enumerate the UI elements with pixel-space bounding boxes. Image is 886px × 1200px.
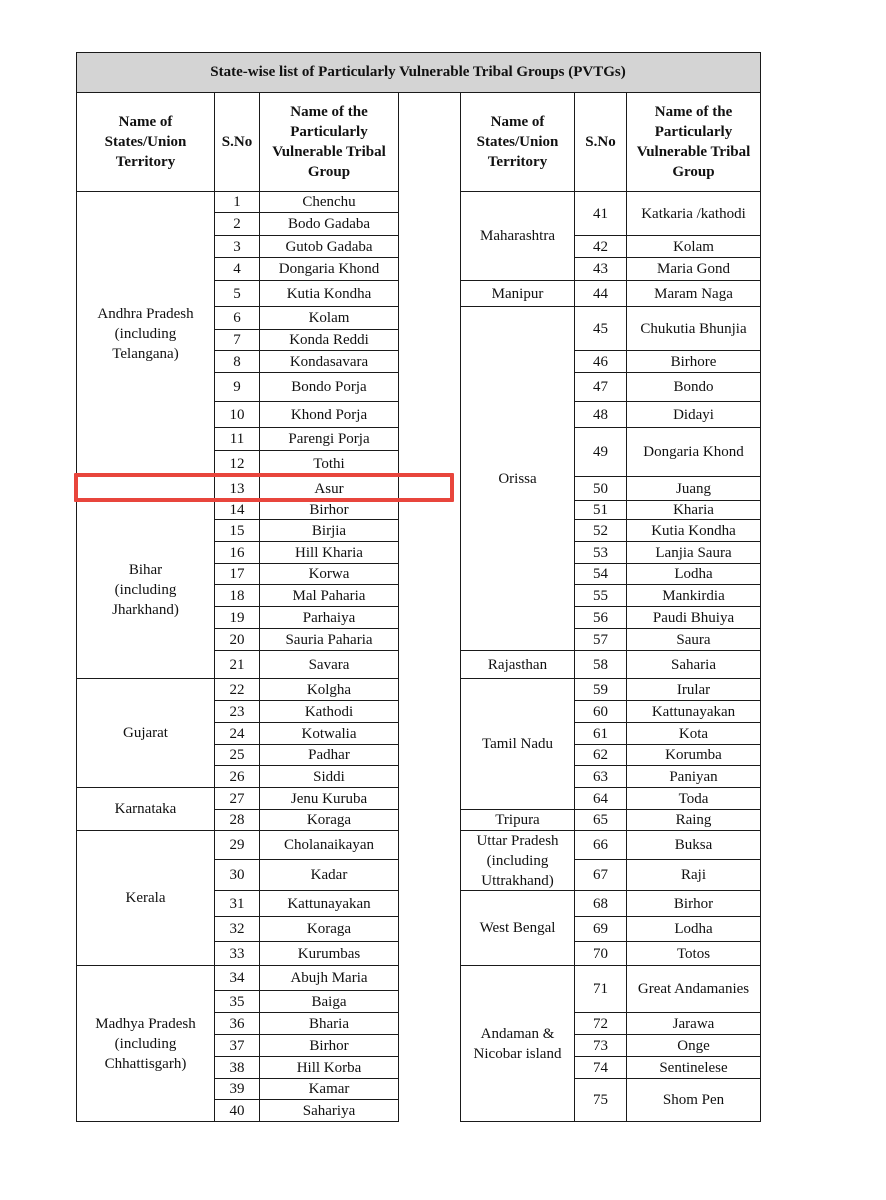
left-header-sno: S.No	[221, 134, 253, 150]
right-group-name-cell: Raing	[675, 812, 712, 828]
left-group-name-cell: Kotwalia	[301, 725, 357, 742]
right-sno-cell: 42	[593, 238, 608, 255]
table-border-right	[760, 52, 761, 93]
right-state-cell: Maharashtra	[480, 228, 555, 244]
left-sno-cell: 15	[229, 522, 245, 539]
left-sno-cell: 18	[229, 587, 245, 604]
right-group-name-cell: Toda	[678, 790, 709, 807]
right-group-name-cell: Birhor	[673, 895, 714, 912]
left-sno-cell: 6	[233, 310, 241, 326]
left-col-line	[398, 92, 399, 1122]
left-group-name-cell: Kolgha	[306, 681, 352, 698]
right-state-cell: Orissa	[498, 470, 537, 487]
left-state-cell: Kerala	[125, 890, 166, 906]
right-sno-cell: 75	[593, 1092, 608, 1108]
right-sno-cell: 62	[593, 747, 608, 763]
left-group-name-cell: Bharia	[309, 1015, 349, 1032]
left-group-name-cell: Kolam	[308, 310, 350, 326]
left-sno-cell: 37	[229, 1037, 245, 1054]
left-group-name-cell: Gutob Gadaba	[285, 238, 373, 255]
left-sno-cell: 11	[229, 431, 245, 447]
right-sno-cell: 72	[593, 1015, 608, 1032]
right-sno-cell: 73	[593, 1037, 608, 1054]
left-sno-cell: 19	[229, 609, 245, 626]
left-group-name-cell: Jenu Kuruba	[290, 790, 368, 807]
table-border-left	[76, 52, 77, 93]
left-row-line	[214, 1121, 399, 1122]
left-sno-cell: 3	[233, 238, 241, 255]
left-sno-cell: 31	[229, 895, 245, 912]
right-sno-cell: 74	[593, 1059, 608, 1076]
right-sno-cell: 51	[593, 502, 608, 518]
left-state-cell: Madhya Pradesh (including Chhattisgarh)	[95, 1015, 196, 1072]
left-sno-cell: 20	[229, 631, 245, 648]
right-group-name-cell: Kota	[678, 725, 709, 742]
left-sno-cell: 14	[229, 502, 245, 518]
left-group-name-cell: Sahariya	[302, 1102, 356, 1119]
right-group-name-cell: Saharia	[671, 656, 716, 673]
left-sno-cell: 4	[233, 261, 241, 277]
left-sno-cell: 1	[233, 194, 241, 210]
right-sno-cell: 47	[593, 379, 608, 395]
right-group-name-cell: Paniyan	[669, 768, 718, 785]
left-state-cell: Andhra Pradesh (including Telangana)	[97, 306, 194, 362]
left-state-cell: Bihar (including Jharkhand)	[112, 561, 179, 618]
left-sno-cell: 32	[229, 921, 245, 937]
left-group-name-cell: Asur	[314, 480, 344, 497]
left-sno-cell: 10	[229, 406, 245, 423]
left-group-name-cell: Abujh Maria	[290, 970, 368, 986]
right-state-cell: Manipur	[491, 285, 544, 302]
right-sno-cell: 53	[593, 544, 608, 561]
right-group-name-cell: Sentinelese	[659, 1059, 728, 1076]
left-header-state: Name of States/Union Territory	[104, 114, 187, 170]
right-header-sno: S.No	[585, 134, 616, 150]
left-header-group: Name of the Particularly Vulnerable Tribal Group	[272, 104, 386, 180]
right-sno-cell: 46	[593, 353, 608, 370]
right-group-name-cell: Mankirdia	[662, 587, 725, 604]
right-header-state: Name of States/Union Territory	[476, 114, 559, 170]
right-group-name-cell: Maram Naga	[654, 285, 733, 302]
right-group-name-cell: Irular	[676, 681, 711, 698]
left-sno-cell: 33	[229, 945, 245, 962]
right-state-line	[460, 1121, 575, 1122]
left-group-name-cell: Konda Reddi	[289, 332, 369, 348]
left-sno-cell: 29	[229, 837, 245, 853]
right-group-name-cell: Kutia Kondha	[651, 522, 736, 539]
right-sno-cell: 52	[593, 522, 608, 539]
left-sno-cell: 13	[229, 480, 245, 497]
right-sno-cell: 44	[593, 285, 608, 302]
left-sno-cell: 21	[229, 656, 245, 673]
left-group-name-cell: Bodo Gadaba	[287, 216, 371, 232]
document-title: State-wise list of Particularly Vulnerable Tribal Groups (PVTGs)	[210, 63, 626, 80]
right-group-name-cell: Bondo	[673, 379, 714, 395]
table-border-top	[76, 52, 761, 53]
left-state-line	[76, 1121, 215, 1122]
left-group-name-cell: Baiga	[311, 993, 347, 1010]
right-state-cell: Tamil Nadu	[481, 736, 553, 752]
left-group-name-cell: Dongaria Khond	[278, 261, 380, 277]
right-sno-cell: 59	[593, 681, 608, 698]
left-group-name-cell: Siddi	[313, 768, 345, 785]
right-sno-cell: 58	[593, 656, 608, 673]
left-sno-cell: 25	[229, 747, 245, 763]
left-group-name-cell: Mal Paharia	[292, 587, 366, 604]
right-state-cell: West Bengal	[479, 920, 556, 936]
right-row-line	[574, 1121, 761, 1122]
right-state-cell: Rajasthan	[487, 656, 548, 673]
right-group-name-cell: Great Andamanies	[637, 981, 750, 997]
right-group-name-cell: Lodha	[674, 921, 713, 937]
left-sno-cell: 12	[229, 455, 245, 472]
left-state-cell: Gujarat	[123, 725, 168, 741]
right-group-name-cell: Korumba	[665, 747, 722, 763]
right-sno-cell: 69	[593, 921, 608, 937]
left-group-name-cell: Birjia	[311, 522, 347, 539]
left-sno-cell: 17	[229, 566, 245, 582]
right-sno-cell: 68	[593, 895, 608, 912]
right-group-name-cell: Katkaria /kathodi	[641, 205, 746, 222]
right-sno-cell: 70	[593, 945, 608, 962]
right-sno-cell: 65	[593, 812, 608, 828]
left-group-name-cell: Kutia Kondha	[286, 285, 372, 302]
right-group-name-cell: Onge	[677, 1037, 710, 1054]
left-sno-cell: 35	[229, 993, 245, 1010]
left-sno-cell: 39	[229, 1081, 245, 1097]
left-sno-cell: 23	[229, 703, 245, 720]
right-group-name-cell: Juang	[676, 480, 711, 497]
right-sno-cell: 48	[593, 406, 608, 423]
left-group-name-cell: Kurumbas	[297, 945, 361, 962]
right-group-name-cell: Raji	[681, 867, 706, 883]
right-group-name-cell: Chukutia Bhunjia	[640, 320, 747, 337]
right-sno-cell: 54	[593, 566, 608, 582]
left-group-name-cell: Birhor	[309, 1037, 349, 1054]
left-group-name-cell: Savara	[308, 656, 350, 673]
left-sno-cell: 26	[229, 768, 245, 785]
right-state-cell: Andaman & Nicobar island	[473, 1025, 562, 1062]
right-header-group: Name of the Particularly Vulnerable Tribal Group	[636, 104, 751, 180]
right-sno-cell: 50	[593, 480, 608, 497]
left-group-name-cell: Sauria Paharia	[285, 631, 373, 648]
left-group-name-cell: Korwa	[308, 566, 350, 582]
left-group-name-cell: Kattunayakan	[287, 895, 371, 912]
right-sno-cell: 45	[593, 320, 608, 337]
left-group-name-cell: Kondasavara	[289, 353, 369, 370]
left-sno-cell: 34	[229, 970, 245, 986]
right-sno-cell: 61	[593, 725, 608, 742]
right-group-name-cell: Lodha	[674, 566, 713, 582]
right-group-name-cell: Shom Pen	[662, 1092, 725, 1108]
left-state-cell	[77, 477, 214, 500]
left-group-name-cell: Cholanaikayan	[284, 837, 374, 853]
right-sno-cell: 56	[593, 609, 608, 626]
right-group-name-cell: Lanjia Saura	[655, 544, 732, 561]
left-group-name-cell: Khond Porja	[290, 406, 368, 423]
left-sno-cell: 36	[229, 1015, 245, 1032]
right-group-name-cell: Saura	[676, 631, 711, 648]
right-sno-cell: 60	[593, 703, 608, 720]
left-group-name-cell: Parengi Porja	[288, 431, 370, 447]
right-group-name-cell: Maria Gond	[657, 261, 730, 277]
left-sno-cell: 9	[233, 379, 241, 395]
right-group-name-cell: Kolam	[673, 238, 714, 255]
left-group-name-cell: Hill Korba	[296, 1059, 362, 1076]
right-group-name-cell: Kharia	[673, 502, 714, 518]
left-group-name-cell: Parhaiya	[302, 609, 356, 626]
right-sno-cell: 64	[593, 790, 608, 807]
left-sno-cell: 5	[233, 285, 241, 302]
right-sno-cell: 57	[593, 631, 608, 648]
right-group-name-cell: Kattunayakan	[651, 703, 736, 720]
left-group-name-cell: Tothi	[313, 455, 345, 472]
left-sno-cell: 7	[233, 332, 241, 348]
left-state-cell: Karnataka	[114, 801, 177, 817]
left-sno-cell: 27	[229, 790, 245, 807]
left-sno-cell: 8	[233, 353, 241, 370]
left-group-name-cell: Hill Kharia	[295, 544, 363, 561]
left-group-name-cell: Kadar	[310, 867, 348, 883]
left-group-name-cell: Kamar	[308, 1081, 350, 1097]
right-sno-cell: 55	[593, 587, 608, 604]
right-group-name-cell: Birhore	[670, 353, 717, 370]
left-group-name-cell: Koraga	[306, 921, 352, 937]
left-sno-cell: 28	[229, 812, 245, 828]
right-group-name-cell: Jarawa	[672, 1015, 715, 1032]
right-sno-cell: 43	[593, 261, 608, 277]
right-sno-cell: 71	[593, 981, 608, 997]
left-sno-cell: 30	[229, 867, 245, 883]
right-sno-cell: 67	[593, 867, 608, 883]
right-state-cell: Tripura	[495, 812, 540, 828]
right-col-line	[760, 92, 761, 1122]
right-group-name-cell: Buksa	[674, 837, 713, 853]
left-group-name-cell: Bondo Porja	[291, 379, 367, 395]
right-sno-cell: 49	[593, 444, 608, 460]
right-group-name-cell: Didayi	[673, 406, 714, 423]
left-sno-cell: 22	[229, 681, 245, 698]
right-group-name-cell: Paudi Bhuiya	[652, 609, 735, 626]
right-group-name-cell: Dongaria Khond	[643, 444, 744, 460]
left-group-name-cell: Koraga	[306, 812, 352, 828]
right-state-cell: Uttar Pradesh (including Uttrakhand)	[476, 832, 559, 889]
left-sno-cell: 24	[229, 725, 245, 742]
left-group-name-cell: Kathodi	[304, 703, 354, 720]
right-sno-cell: 41	[593, 205, 608, 222]
left-group-name-cell: Birhor	[309, 502, 349, 518]
left-sno-cell: 16	[229, 544, 245, 561]
left-sno-cell: 2	[233, 216, 241, 232]
right-sno-cell: 63	[593, 768, 608, 785]
right-sno-cell: 66	[593, 837, 608, 853]
left-sno-cell: 38	[229, 1059, 245, 1076]
left-group-name-cell: Padhar	[308, 747, 350, 763]
left-group-name-cell: Chenchu	[302, 194, 356, 210]
left-sno-cell: 40	[229, 1102, 245, 1119]
right-group-name-cell: Totos	[676, 945, 711, 962]
